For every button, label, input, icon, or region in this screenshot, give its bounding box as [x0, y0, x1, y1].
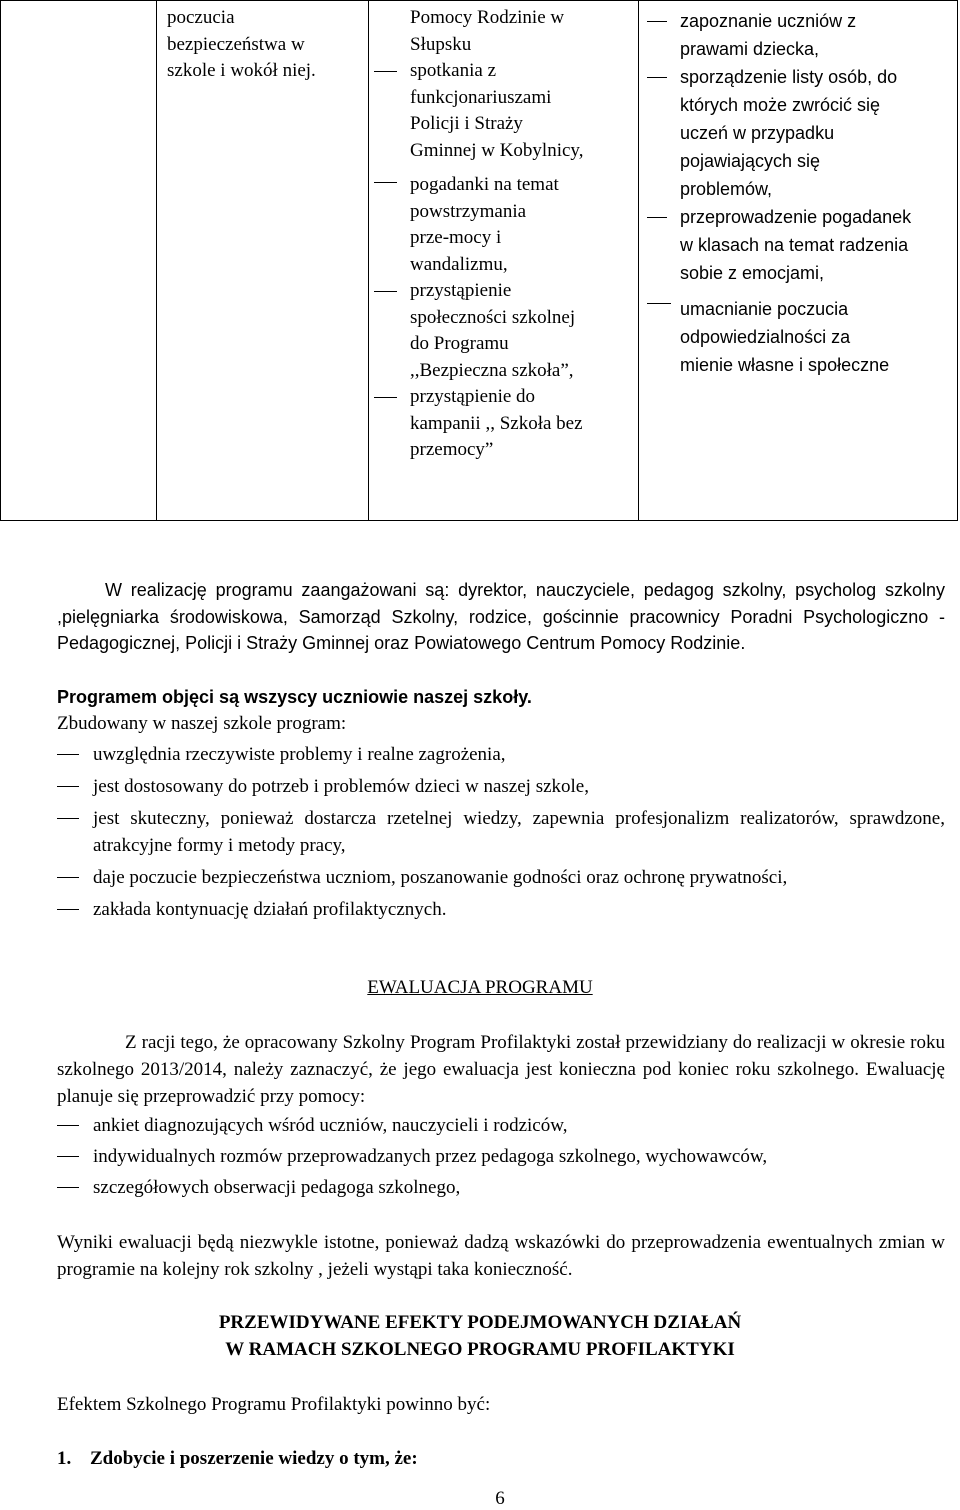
- dash-bullet: [374, 397, 397, 398]
- cell-line: których może zwrócić się: [680, 95, 881, 115]
- table-divider: [638, 1, 639, 520]
- participants-paragraph: [57, 577, 945, 657]
- table-divider: [156, 1, 157, 520]
- cell-line: prze-mocy i: [410, 227, 502, 248]
- cell-line: bezpieczeństwa w: [167, 33, 305, 55]
- list-item: [57, 864, 945, 891]
- list-item: [644, 63, 954, 203]
- cell-line: pojawiających się: [680, 151, 821, 171]
- list-item: [57, 1174, 945, 1201]
- cell-line: przystąpienie: [410, 280, 512, 301]
- evaluation-methods-list: [57, 1112, 945, 1201]
- dash-bullet: [647, 21, 667, 22]
- cell-line: sobie z emocjami,: [680, 263, 825, 283]
- dash-bullet: [374, 291, 397, 292]
- list-item-text: szczegółowych obserwacji pedagoga szkolnego,: [93, 1177, 461, 1198]
- list-item: [57, 805, 945, 859]
- effects-intro: Efektem Szkolnego Programu Profilaktyki powinno być:: [57, 1394, 491, 1415]
- list-item: [57, 896, 945, 923]
- list-item-text: ankiet diagnozujących wśród uczniów, nauczycieli i rodziców,: [93, 1115, 568, 1136]
- cell-line: przeprowadzenie pogadanek: [680, 207, 912, 227]
- cell-line: spotkania z: [410, 60, 497, 81]
- dash-bullet: [374, 182, 397, 183]
- dash-bullet: [647, 217, 667, 218]
- table-divider: [368, 1, 369, 520]
- coverage-statement: Programem objęci są wszyscy uczniowie naszej szkoły.: [57, 687, 532, 707]
- cell-line: prawami dziecka,: [680, 39, 820, 59]
- list-item: [57, 773, 945, 800]
- list-item-text: zakłada kontynuację działań profilaktycznych.: [93, 899, 447, 920]
- cell-line: szkole i wokół niej.: [167, 60, 316, 81]
- cell-line: Pomocy Rodzinie w: [410, 7, 565, 28]
- point-text: Zdobycie i poszerzenie wiedzy o tym, że:: [90, 1448, 418, 1469]
- list-item: [372, 58, 630, 164]
- list-item-text: uwzględnia rzeczywiste problemy i realne zagrożenia,: [93, 744, 506, 765]
- table-cell-goal: [167, 5, 357, 85]
- cell-line: Policji i Straży: [410, 113, 523, 134]
- evaluation-text: Z racji tego, że opracowany Szkolny Program Profilaktyki został przewidziany do realizacji w okresie roku szkolnego 2013/2014, należy zaznaczyć, że jego ewaluacja jest konieczna pod koniec roku szkolnego. Ewaluację planuje się przeprowadzić przy pomocy:: [57, 1032, 945, 1107]
- dash-bullet: [647, 303, 671, 304]
- effects-heading-line-2: W RAMACH SZKOLNEGO PROGRAMU PROFILAKTYKI: [225, 1339, 735, 1360]
- dash-bullet: [57, 818, 79, 819]
- dash-bullet: [57, 1125, 79, 1126]
- cell-line: sporządzenie listy osób, do: [680, 67, 898, 87]
- cell-line: uczeń w przypadku: [680, 123, 835, 143]
- cell-line: do Programu: [410, 333, 509, 354]
- list-item: [57, 741, 945, 768]
- cell-line: Słupsku: [410, 33, 472, 55]
- list-item: [644, 7, 954, 63]
- cell-line: przemocy”: [410, 439, 494, 460]
- list-item: [644, 203, 954, 287]
- cell-line: odpowiedzialności za: [680, 327, 851, 347]
- results-paragraph: Wyniki ewaluacji będą niezwykle istotne, ponieważ dadzą wskazówki do przeprowadzenia ewentualnych zmian w programie na kolejny rok szkolny , jeżeli wystąpi taka konieczność.: [57, 1232, 945, 1280]
- cell-line: Gminnej w Kobylnicy,: [410, 139, 584, 161]
- list-item: [372, 172, 630, 278]
- cell-line: funkcjonariuszami: [410, 86, 552, 108]
- dash-bullet: [57, 1187, 79, 1188]
- page-number: 6: [495, 1488, 505, 1509]
- table-cell-tasks: [372, 5, 630, 464]
- cell-line: pogadanki na temat: [410, 174, 559, 195]
- list-item-text: indywidualnych rozmów przeprowadzanych przez pedagoga szkolnego, wychowawców,: [93, 1146, 768, 1167]
- cell-line: umacnianie poczucia: [680, 299, 849, 319]
- participants-text: W realizację programu zaangażowani są: dyrektor, nauczyciele, pedagog szkolny, psycholog szkolny ,pielęgniarka środowiskowa, Samorząd Szkolny, rodzice, gościnnie pracownicy Poradni Psychologiczno - Pedagogicznej, Policji i Straży Gminnej oraz Powiatowego Centrum Pomocy Rodzinie.: [57, 580, 945, 653]
- point-number: 1.: [57, 1448, 72, 1469]
- cell-line: mienie własne i społeczne: [680, 355, 890, 375]
- list-item: [57, 1112, 945, 1139]
- cell-line: kampanii ,, Szkoła bez: [410, 412, 583, 434]
- list-item: [644, 295, 954, 379]
- cell-line: wandalizmu,: [410, 253, 508, 275]
- list-item: [57, 1143, 945, 1170]
- dash-bullet: [57, 909, 79, 910]
- cell-line: w klasach na temat radzenia: [680, 235, 909, 255]
- list-item-text: jest dostosowany do potrzeb i problemów dzieci w naszej szkole,: [93, 776, 589, 797]
- cell-line: powstrzymania: [410, 200, 527, 222]
- dash-bullet: [57, 877, 79, 878]
- table-cell-actions: [644, 7, 954, 379]
- dash-bullet: [374, 71, 397, 72]
- list-item-text: jest skuteczny, ponieważ dostarcza rzetelnej wiedzy, zapewnia profesjonalizm realizatorów, sprawdzone, atrakcyjne formy i metody pracy,: [93, 808, 945, 856]
- program-intro: Zbudowany w naszej szkole program:: [57, 713, 347, 734]
- dash-bullet: [647, 77, 667, 78]
- cell-line: problemów,: [680, 179, 773, 199]
- list-item: [372, 278, 630, 384]
- numbered-point-1: [57, 1445, 945, 1472]
- cell-line: społeczności szkolnej: [410, 306, 576, 328]
- dash-bullet: [57, 1156, 79, 1157]
- evaluation-heading: EWALUACJA PROGRAMU: [367, 977, 593, 998]
- cell-line: ,,Bezpieczna szkoła”,: [410, 359, 574, 381]
- cell-line: przystąpienie do: [410, 386, 536, 407]
- list-item-text: daje poczucie bezpieczeństwa uczniom, poszanowanie godności oraz ochronę prywatności,: [93, 867, 788, 888]
- dash-bullet: [57, 754, 79, 755]
- dash-bullet: [57, 786, 79, 787]
- cell-line: poczucia: [167, 7, 235, 28]
- list-item: [372, 384, 630, 464]
- cell-line: zapoznanie uczniów z: [680, 11, 857, 31]
- program-features-list: [57, 741, 945, 923]
- effects-heading-line-1: PRZEWIDYWANE EFEKTY PODEJMOWANYCH DZIAŁAŃ: [218, 1312, 742, 1333]
- evaluation-paragraph: [57, 1029, 945, 1110]
